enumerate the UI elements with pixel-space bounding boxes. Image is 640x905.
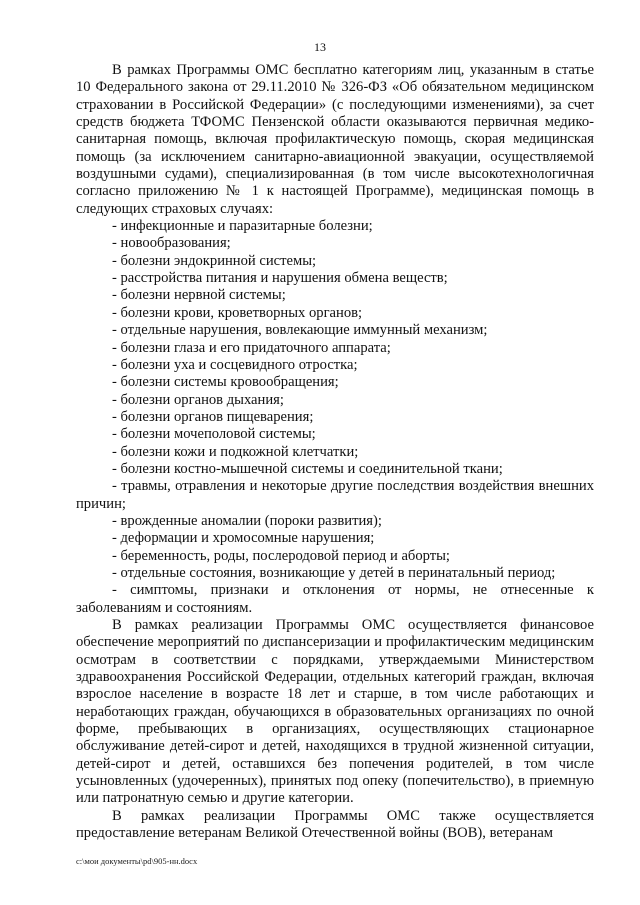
insurance-cases-list [76,218,594,617]
page-number: 13 [314,40,326,54]
footer-file-path: c:\мои документы\pd\905-нн.docx [76,856,198,866]
paragraph-intro: В рамках Программы ОМС бесплатно категориям лиц, указанным в статье 10 Федерального закона от 29.11.2010 № 326-ФЗ «Об обязательном медицинском страховании в Российской Федерации» (с последующими изменениями), за счет средств бюджета ТФОМС Пензенской области оказываются первичная медико-санитарная помощь, включая профилактическую помощь, скорая медицинская помощь (за исключением санитарно-авиационной эвакуации, осуществляемой воздушными судами), специализированная (в том числе высокотехнологичная согласно приложению № 1 к настоящей Программе), медицинская помощь в следующих страховых случаях: [76,62,594,217]
list-item: - беременность, роды, послеродовой период и аборты; [112,547,450,564]
list-item: - врожденные аномалии (пороки развития); [112,512,382,529]
list-item: - инфекционные и паразитарные болезни; [112,218,373,235]
list-item: - болезни глаза и его придаточного аппарата; [112,339,391,356]
list-item: - симптомы, признаки и отклонения от нормы, не отнесенные к заболеваниям и состояниям. [76,582,594,616]
list-item: - болезни системы кровообращения; [112,374,339,391]
list-item: - отдельные состояния, возникающие у детей в перинатальный период; [112,564,556,581]
list-item: - болезни органов дыхания; [112,391,284,408]
list-item: - расстройства питания и нарушения обмена веществ; [112,270,448,287]
list-item: - деформации и хромосомные нарушения; [112,530,375,547]
document-body [76,62,594,842]
list-item: - травмы, отравления и некоторые другие последствия воздействия внешних причин; [76,478,594,512]
list-item: - болезни мочеполовой системы; [112,426,316,443]
list-item: - болезни эндокринной системы; [112,252,317,269]
list-item: - болезни органов пищеварения; [112,408,314,425]
list-item: - болезни уха и сосцевидного отростка; [112,356,358,373]
list-item: - болезни кожи и подкожной клетчатки; [112,443,359,460]
list-item: - болезни нервной системы; [112,287,286,304]
paragraph-financing: В рамках реализации Программы ОМС осуществляется финансовое обеспечение мероприятий по диспансеризации и профилактическим медицинским осмотрам в соответствии с порядками, утверждаемыми Министерством здравоохранения Российской Федерации, отдельных категорий граждан, включая взрослое население в возрасте 18 лет и старше, в том числе работающих и неработающих граждан, обучающихся в образовательных организациях по очной форме, пребывающих в организациях, осуществляющих стационарное обслуживание детей-сирот и детей, находящихся в трудной жизненной ситуации, детей-сирот и детей, оставшихся без попечения родителей, в том числе усыновленных (удочеренных), принятых под опеку (попечительство), в приемную или патронатную семью и другие категории. [76,617,594,807]
list-item: - болезни костно-мышечной системы и соединительной ткани; [112,460,503,477]
list-item: - отдельные нарушения, вовлекающие иммунный механизм; [112,322,488,339]
list-item: - новообразования; [112,235,231,252]
list-item: - болезни крови, кроветворных органов; [112,304,363,321]
paragraph-veterans: В рамках реализации Программы ОМС также осуществляется предоставление ветеранам Великой Отечественной войны (ВОВ), ветеранам [76,807,594,842]
